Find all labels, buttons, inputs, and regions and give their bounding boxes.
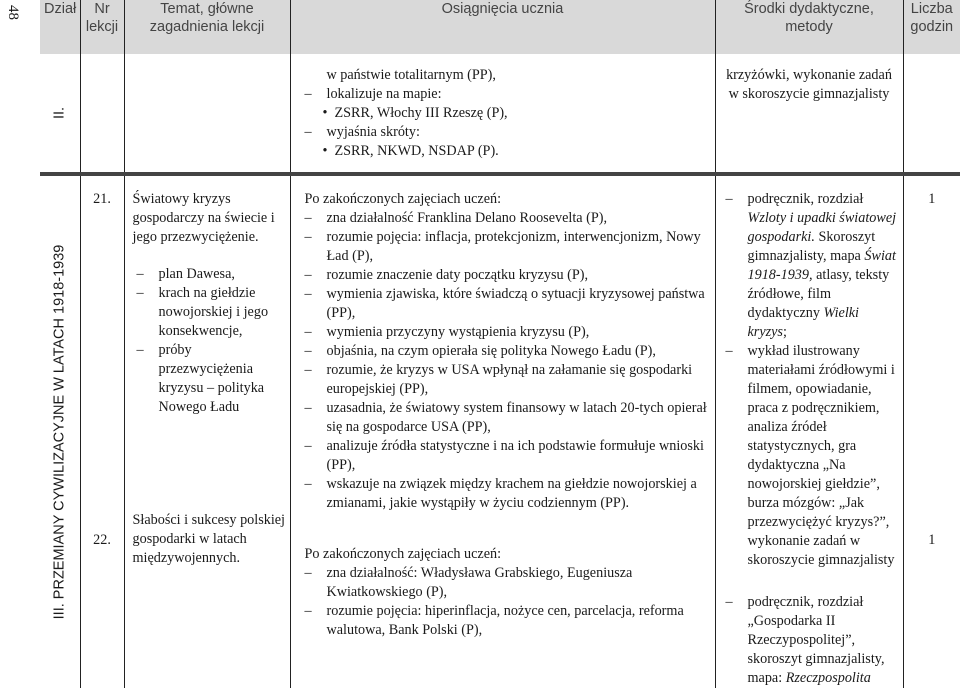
list-item: – wymienia zjawiska, które świadczą o sytuacji kryzysowej państwa (PP), (305, 285, 711, 323)
lesson-nr-cell (80, 174, 124, 688)
lesson-hours-cell (903, 174, 960, 688)
lesson-21-intro: Po zakończonych zajęciach uczeń: (304, 191, 502, 207)
lesson-21-number: 21. (93, 191, 111, 207)
lesson-21-achievements (305, 209, 711, 513)
section-ii-achievement-continued: w państwie totalitarnym (PP), (326, 67, 496, 83)
section-ii-hours-cell (903, 54, 960, 174)
lesson-plan-table (40, 0, 960, 688)
lesson-22-intro: Po zakończonych zajęciach uczeń: (304, 546, 502, 562)
list-item: – rozumie pojęcia: inflacja, protekcjonizm, interwencjonizm, Nowy Ład (P), (305, 228, 711, 266)
section-ii-achievements-cell (290, 54, 715, 174)
list-item: – podręcznik, rozdział Wzloty i upadki światowej gospodarki. Skoroszyt gimnazjalisty, mapa Świat 1918-1939, atlasy, teksty źródłowe, film dydaktyczny Wielki kryzys; (726, 190, 899, 342)
lesson-21-hours: 1 (928, 191, 936, 207)
list-item: – rozumie, że kryzys w USA wpłynął na załamanie się gospodarki europejskiej (PP), (305, 361, 711, 399)
header-dzial: Dział (40, 0, 80, 54)
lesson-21-means (726, 190, 899, 570)
lesson-21-subtopics (133, 265, 286, 417)
lesson-21-topic: Światowy kryzys gospodarczy na świecie i jego przezwyciężenie. (132, 191, 275, 245)
list-item: – wykład ilustrowany materiałami źródłowymi i filmem, opowiadanie, praca z podręcznikiem, analiza źródeł statystycznych, gra dydaktyczna „Na nowojorskiej giełdzie”, burza mózgów: „Jak przezwyciężyć kryzys?”, wykonanie zadań w skoroszycie gimnazjalisty (726, 342, 899, 570)
list-item: – objaśnia, na czym opierała się polityka Nowego Ładu (P), (305, 342, 711, 361)
section-ii-nr-cell (80, 54, 124, 174)
list-item: – rozumie pojęcia: hiperinflacja, nożyce cen, parcelacja, reforma walutowa, Bank Polski (P), (305, 602, 711, 640)
header-temat: Temat, główne zagadnienia lekcji (124, 0, 290, 54)
list-item: – wyjaśnia skróty: (305, 123, 711, 142)
header-srodki: Środki dydaktyczne, metody (715, 0, 903, 54)
section-iii-dzial-cell (40, 174, 80, 688)
list-item: – lokalizuje na mapie: (305, 85, 711, 104)
section-ii-label: II. (51, 106, 68, 120)
lesson-topic-cell (124, 174, 290, 688)
list-item: – plan Dawesa, (137, 265, 286, 284)
list-item: – rozumie znaczenie daty początku kryzysu (P), (305, 266, 711, 285)
list-item: – krach na giełdzie nowojorskiej i jego konsekwencje, (137, 284, 286, 341)
list-item: • ZSRR, Włochy III Rzeszę (P), (305, 104, 711, 123)
list-item: – wymienia przyczyny wystąpienia kryzysu (P), (305, 323, 711, 342)
section-ii-means-cell (715, 54, 903, 174)
section-iii-label: III. PRZEMIANY CYWILIZACYJNE W LATACH 1918-1939 (51, 244, 68, 620)
lesson-22-hours: 1 (928, 532, 936, 548)
list-item: – wskazuje na związek między krachem na giełdzie nowojorskiej a zmianami, jakie wystąpiły w życiu codziennym (PP). (305, 475, 711, 513)
list-item: • ZSRR, NKWD, NSDAP (P). (305, 142, 711, 161)
section-ii-achievement-list (305, 85, 711, 161)
header-liczba-godzin: Liczba godzin (903, 0, 960, 54)
list-item: – uzasadnia, że światowy system finansowy w latach 20-tych opierał się na gospodarce USA (PP), (305, 399, 711, 437)
table-header-row (40, 0, 960, 54)
section-row-iii (40, 174, 960, 688)
lesson-22-means (726, 593, 899, 688)
section-ii-dzial-cell (40, 54, 80, 174)
list-item: – podręcznik, rozdział „Gospodarka II Rzeczypospolitej”, skoroszyt gimnazjalisty, mapa: Rzeczpospolita (726, 593, 899, 688)
lesson-means-cell (715, 174, 903, 688)
list-item: – zna działalność: Władysława Grabskiego, Eugeniusza Kwiatkowskiego (P), (305, 564, 711, 602)
section-row-ii (40, 54, 960, 174)
list-item: – zna działalność Franklina Delano Roosevelta (P), (305, 209, 711, 228)
list-item: – próby przezwyciężenia kryzysu – polityka Nowego Ładu (137, 341, 286, 417)
lesson-achievements-cell (290, 174, 715, 688)
lesson-22-topic: Słabości i sukcesy polskiej gospodarki w latach międzywojennych. (132, 512, 286, 566)
lesson-22-achievements (305, 564, 711, 640)
header-osiagniecia: Osiągnięcia ucznia (290, 0, 715, 54)
section-ii-topic-cell (124, 54, 290, 174)
page-number: 48 (4, 5, 21, 20)
lesson-22-number: 22. (93, 532, 111, 548)
header-nr-lekcji: Nr lekcji (80, 0, 124, 54)
list-item: – analizuje źródła statystyczne i na ich podstawie formułuje wnioski (PP), (305, 437, 711, 475)
section-ii-means-text: krzyżówki, wykonanie zadań w skoroszycie gimnazjalisty (726, 67, 892, 102)
